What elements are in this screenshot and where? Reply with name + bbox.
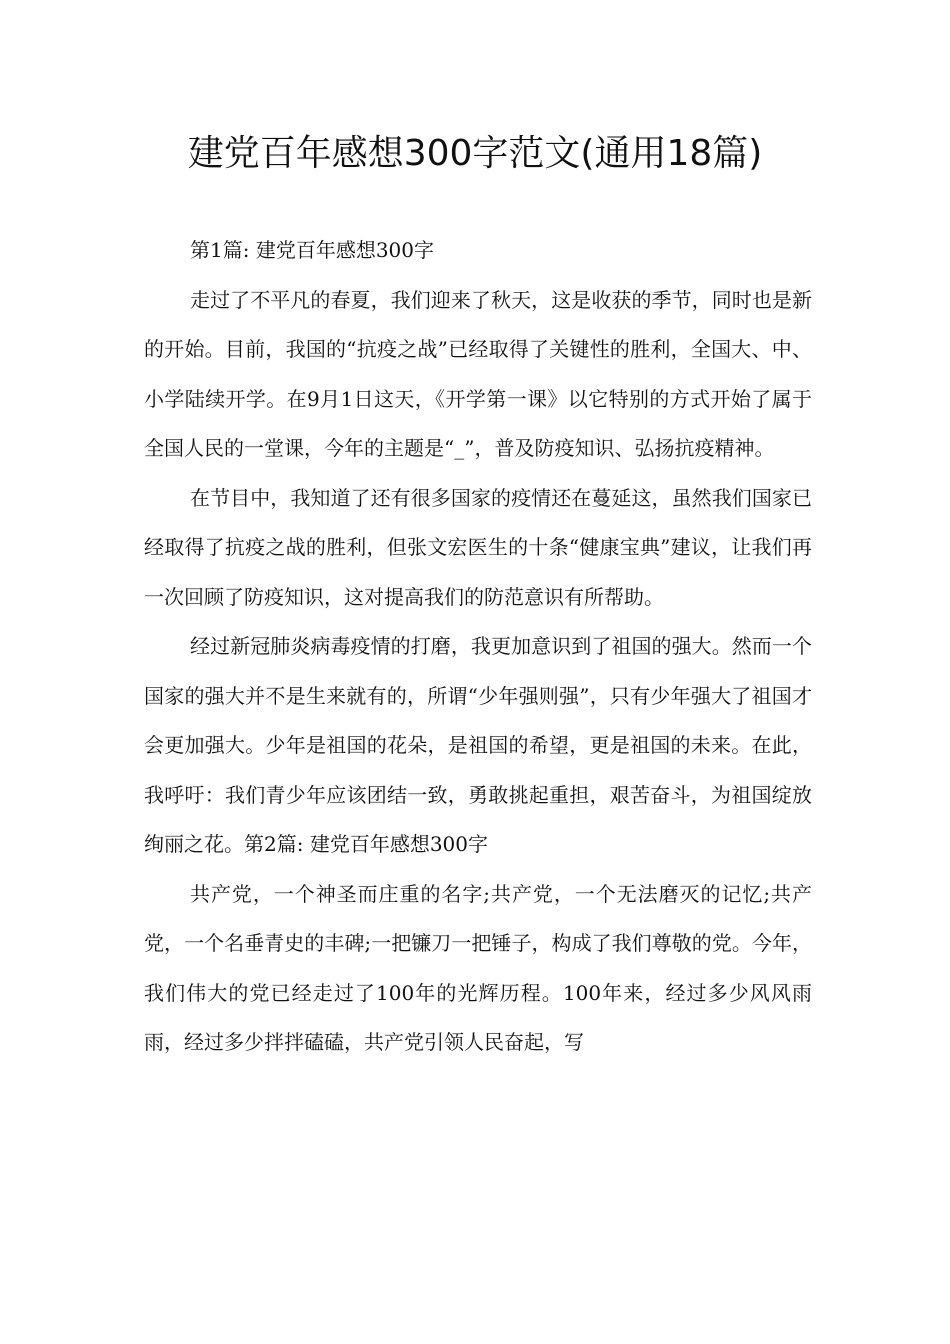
document-body	[144, 226, 812, 1068]
paragraph: 在节目中，我知道了还有很多国家的疫情还在蔓延这，虽然我们国家已经取得了抗疫之战的胜利，但张文宏医生的十条“健康宝典”建议，让我们再一次回顾了防疫知识，这对提高我们的防范意识有所帮助。	[144, 485, 812, 609]
paragraph: 走过了不平凡的春夏，我们迎来了秋天，这是收获的季节，同时也是新的开始。目前，我国的“抗疫之战”已经取得了关键性的胜利，全国大、中、小学陆续开学。在9月1日这天，《开学第一课》以它特别的方式开始了属于全国人民的一堂课，今年的主题是“_”，普及防疫知识、弘扬抗疫精神。	[144, 287, 812, 460]
document-title: 建党百年感想300字范文(通用18篇)	[187, 133, 763, 174]
paragraph: 共产党，一个神圣而庄重的名字;共产党，一个无法磨灭的记忆;共产党，一个名垂青史的丰碑;一把镰刀一把锤子，构成了我们尊敬的党。今年，我们伟大的党已经走过了100年的光辉历程。100年来，经过多少风风雨雨，经过多少拌拌磕磕，共产党引领人民奋起，写	[144, 881, 812, 1054]
paragraph: 经过新冠肺炎病毒疫情的打磨，我更加意识到了祖国的强大。然而一个国家的强大并不是生来就有的，所谓“少年强则强”，只有少年强大了祖国才会更加强大。少年是祖国的花朵，是祖国的希望，更是祖国的未来。在此，我呼吁：我们青少年应该团结一致，勇敢挑起重担，艰苦奋斗，为祖国绽放绚丽之花。第2篇: 建党百年感想300字	[144, 634, 812, 856]
paragraph-heading-1: 第1篇: 建党百年感想300字	[190, 238, 434, 262]
